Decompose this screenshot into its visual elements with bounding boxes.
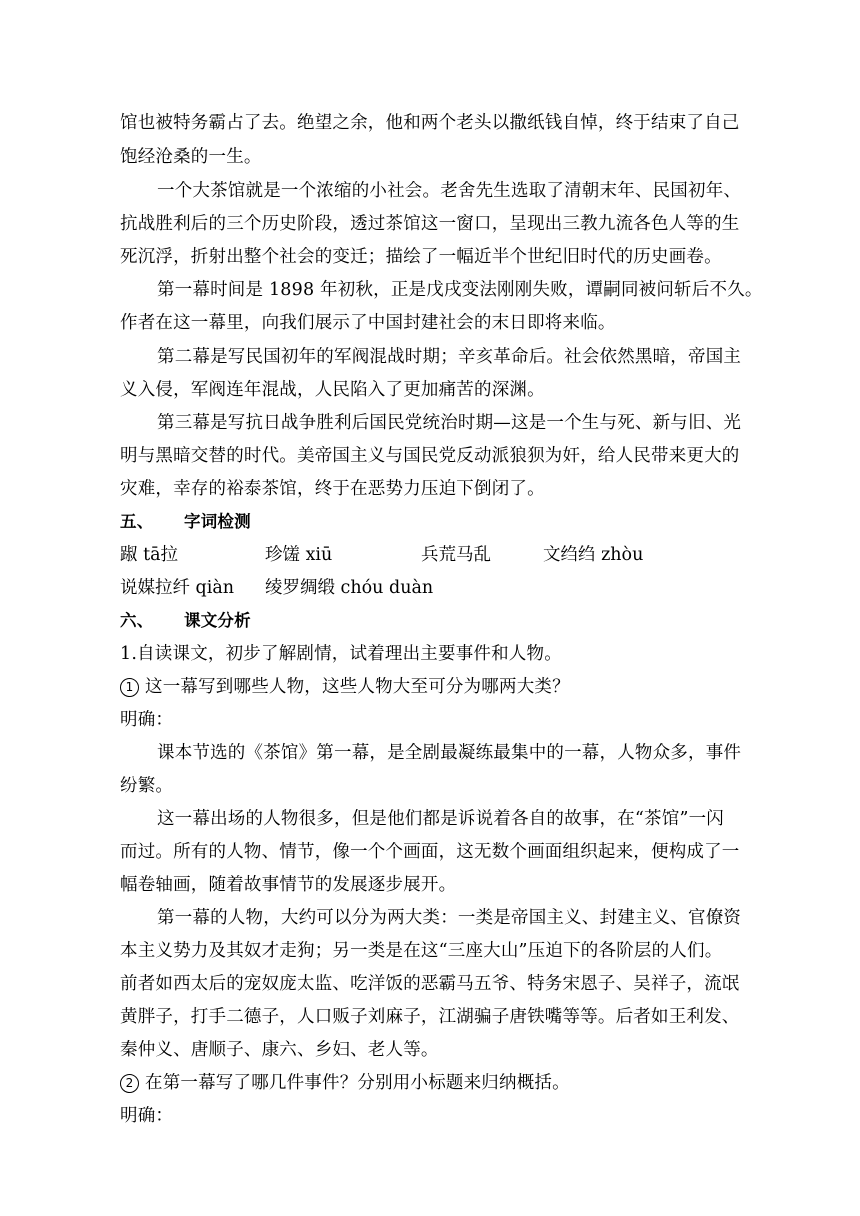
answer-label: 明确： bbox=[120, 710, 174, 730]
text-line: 第一幕的人物，大约可以分为两大类：一类是帝国主义、封建主义、官僚资 bbox=[157, 908, 742, 928]
text-line: 第一幕时间是 1898 年初秋，正是戊戌变法刚刚失败，谭嗣同被问斩后不久。 bbox=[157, 280, 763, 300]
text-line: 第三幕是写抗日战争胜利后国民党统治时期—这是一个生与死、新与旧、光 bbox=[157, 413, 742, 433]
text-line: 课本节选的《茶馆》第一幕，是全剧最凝练最集中的一幕，人物众多，事件 bbox=[157, 743, 742, 763]
vocab-item: 珍馐 xiū bbox=[265, 545, 333, 565]
text-line: 第二幕是写民国初年的军阀混战时期；辛亥革命后。社会依然黑暗，帝国主 bbox=[157, 347, 742, 367]
text-line: 而过。所有的人物、情节，像一个个画面，这无数个画面组织起来，便构成了一 bbox=[120, 842, 740, 862]
question-2 bbox=[120, 1072, 750, 1094]
text-line: 一个大茶馆就是一个浓缩的小社会。老舍先生选取了清朝末年、民国初年、 bbox=[157, 181, 742, 201]
text-line: 前者如西太后的宠奴庞太监、吃洋饭的恶霸马五爷、特务宋恩子、吴祥子，流氓 bbox=[120, 974, 740, 994]
section-heading bbox=[120, 511, 750, 533]
section-heading bbox=[120, 610, 750, 632]
text-line: 明与黑暗交替的时代。美帝国主义与国民党反动派狼狈为奸，给人民带来更大的 bbox=[120, 446, 740, 466]
circled-number: 1 bbox=[120, 678, 139, 697]
text-line: 纷繁。 bbox=[120, 776, 174, 796]
text-line: 幅卷轴画，随着故事情节的发展逐步展开。 bbox=[120, 875, 457, 895]
question-text: 在第一幕写了哪几件事件？分别用小标题来归纳概括。 bbox=[145, 1073, 570, 1093]
text-line: 黄胖子，打手二德子，人口贩子刘麻子，江湖骗子唐铁嘴等等。后者如王利发、 bbox=[120, 1007, 740, 1027]
text-line: 作者在这一幕里，向我们展示了中国封建社会的末日即将来临。 bbox=[120, 313, 616, 333]
section-title: 字词检测 bbox=[184, 512, 251, 531]
text-line: 抗战胜利后的三个历史阶段，透过茶馆这一窗口，呈现出三教九流各色人等的生 bbox=[120, 214, 740, 234]
section-title: 课文分析 bbox=[184, 611, 251, 630]
text-line: 义入侵，军阀连年混战，人民陷入了更加痛苦的深渊。 bbox=[120, 380, 545, 400]
circled-number: 2 bbox=[120, 1074, 139, 1093]
vocab-item: 兵荒马乱 bbox=[421, 545, 491, 565]
subheading: 1.自读课文，初步了解剧情，试着理出主要事件和人物。 bbox=[120, 644, 562, 664]
vocab-item: 说媒拉纤 qiàn bbox=[120, 578, 235, 598]
vocab-item: 踧 tā拉 bbox=[120, 545, 179, 565]
text-line: 馆也被特务霸占了去。绝望之余，他和两个老头以撒纸钱自悼，终于结束了自己 bbox=[120, 113, 740, 133]
vocab-item: 文绉绉 zhòu bbox=[543, 545, 644, 565]
question-text: 这一幕写到哪些人物，这些人物大至可分为哪两大类？ bbox=[145, 677, 570, 697]
text-line: 秦仲义、唐顺子、康六、乡妇、老人等。 bbox=[120, 1040, 439, 1060]
text-line: 饱经沧桑的一生。 bbox=[120, 147, 262, 167]
vocab-item: 绫罗绸缎 chóu duàn bbox=[265, 578, 434, 598]
text-line: 死沉浮，折射出整个社会的变迁；描绘了一幅近半个世纪旧时代的历史画卷。 bbox=[120, 247, 722, 267]
text-line: 灾难，幸存的裕泰茶馆，终于在恶势力压迫下倒闭了。 bbox=[120, 479, 545, 499]
section-number: 五、 bbox=[120, 512, 154, 531]
answer-label: 明确： bbox=[120, 1106, 174, 1126]
text-line: 本主义势力及其奴才走狗；另一类是在这“三座大山”压迫下的各阶层的人们。 bbox=[120, 941, 723, 961]
question-1 bbox=[120, 676, 750, 698]
text-line: 这一幕出场的人物很多，但是他们都是诉说着各自的故事，在“茶馆”一闪 bbox=[157, 809, 724, 829]
section-number: 六、 bbox=[120, 611, 154, 630]
